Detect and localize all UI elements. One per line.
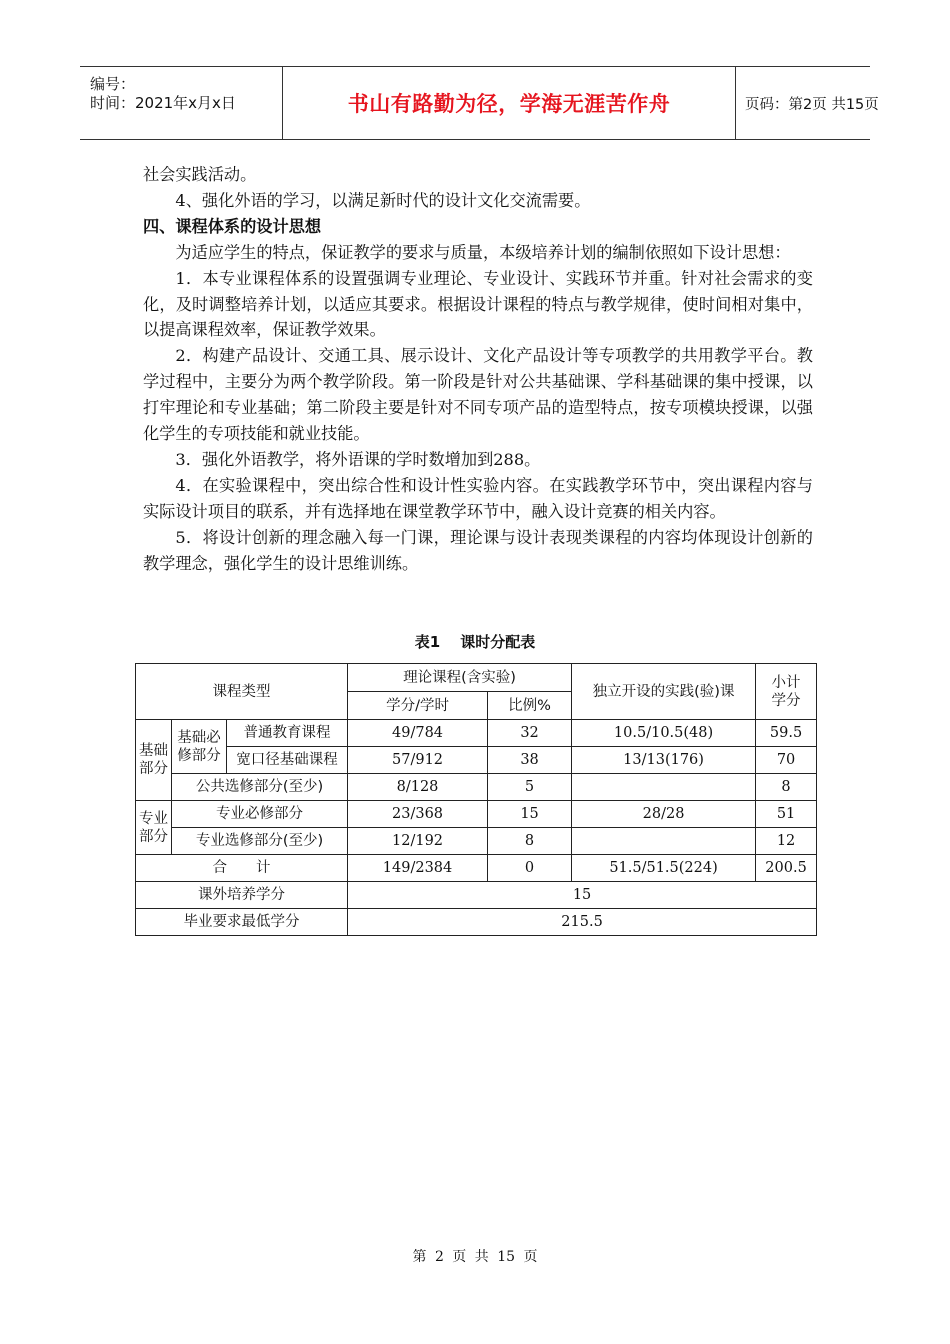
cell-ratio: 15 (488, 801, 572, 828)
list-item: 3．强化外语教学，将外语课的学时数增加到288。 (175, 449, 541, 469)
header-page-info: 页码：第2页 共15页 (745, 96, 879, 113)
extra-credits-value: 15 (348, 882, 817, 909)
date-label: 时间：2021年x月x日 (90, 94, 236, 112)
table-total-row (136, 855, 817, 882)
header-meta (80, 67, 282, 139)
cell-ratio: 8 (488, 828, 572, 855)
cell-subtotal: 12 (756, 828, 817, 855)
header-theory: 理论课程(含实验) (348, 664, 572, 692)
cell-theory: 8/128 (348, 774, 488, 801)
row-name: 公共选修部分(至少) (172, 774, 348, 801)
credit-allocation-table (135, 663, 817, 936)
page-footer: 第 2 页 共 15 页 (412, 1249, 538, 1265)
cell-ratio: 32 (488, 720, 572, 747)
table-row (136, 828, 817, 855)
cell-ratio: 38 (488, 747, 572, 774)
cell-practice: 10.5/10.5(48) (572, 720, 756, 747)
paragraph: 4、强化外语的学习，以满足新时代的设计文化交流需要。 (175, 190, 591, 210)
header-credit-hours: 学分/学时 (348, 692, 488, 720)
total-ratio: 0 (488, 855, 572, 882)
table-row (136, 720, 817, 747)
extra-credits-label: 课外培养学分 (136, 882, 348, 909)
table-row (136, 801, 817, 828)
cell-subtotal: 70 (756, 747, 817, 774)
page-header (80, 66, 879, 140)
table-row (136, 747, 817, 774)
list-item: 5．将设计创新的理念融入每一门课，理论课与设计表现类课程的内容均体现设计创新的教学理念，强化学生的设计思维训练。 (143, 527, 813, 573)
group-basic: 基础部分 (136, 720, 172, 801)
cell-practice: 13/13(176) (572, 747, 756, 774)
table-min-row (136, 909, 817, 936)
cell-theory: 23/368 (348, 801, 488, 828)
table-caption-title: 课时分配表 (460, 633, 536, 651)
table-caption-number: 表1 (414, 633, 441, 651)
header-practice: 独立开设的实践(验)课 (572, 664, 756, 720)
list-item: 2．构建产品设计、交通工具、展示设计、文化产品设计等专项教学的共用教学平台。教学过程中，主要分为两个教学阶段。第一阶段是针对公共基础课、学科基础课的集中授课，以打牢理论和专业基础；第二阶段主要是针对不同专项产品的造型特点，按专项模块授课，以强化学生的专项技能和就业技能。 (143, 346, 813, 444)
paragraph: 为适应学生的特点，保证教学的要求与质量，本级培养计划的编制依照如下设计思想： (175, 242, 791, 262)
total-subtotal: 200.5 (756, 855, 817, 882)
table-header-row (136, 664, 817, 692)
header-subtotal: 小计学分 (756, 664, 817, 720)
document-body (143, 162, 813, 577)
header-course-type: 课程类型 (136, 664, 348, 720)
header-motto: 书山有路勤为径，学海无涯苦作舟 (282, 67, 736, 139)
row-name: 专业必修部分 (172, 801, 348, 828)
header-ratio: 比例% (488, 692, 572, 720)
cell-ratio: 5 (488, 774, 572, 801)
cell-theory: 49/784 (348, 720, 488, 747)
group-major: 专业部分 (136, 801, 172, 855)
min-credits-value: 215.5 (348, 909, 817, 936)
paragraph: 社会实践活动。 (143, 165, 257, 184)
cell-theory: 12/192 (348, 828, 488, 855)
list-item: 1．本专业课程体系的设置强调专业理论、专业设计、实践环节并重。针对社会需求的变化，及时调整培养计划，以适应其要求。根据设计课程的特点与教学规律，使时间相对集中，以提高课程效率，保证教学效果。 (143, 268, 813, 340)
table-caption (0, 631, 950, 652)
cell-practice (572, 828, 756, 855)
section-title: 四、课程体系的设计思想 (143, 216, 322, 236)
row-name: 普通教育课程 (227, 720, 348, 747)
cell-subtotal: 8 (756, 774, 817, 801)
cell-subtotal: 59.5 (756, 720, 817, 747)
group-basic-required: 基础必修部分 (172, 720, 227, 774)
table-row (136, 774, 817, 801)
cell-theory: 57/912 (348, 747, 488, 774)
total-theory: 149/2384 (348, 855, 488, 882)
table-extra-row (136, 882, 817, 909)
row-name: 专业选修部分(至少) (172, 828, 348, 855)
number-label: 编号： (90, 75, 136, 93)
cell-practice (572, 774, 756, 801)
min-credits-label: 毕业要求最低学分 (136, 909, 348, 936)
total-practice: 51.5/51.5(224) (572, 855, 756, 882)
row-name: 宽口径基础课程 (227, 747, 348, 774)
cell-subtotal: 51 (756, 801, 817, 828)
list-item: 4．在实验课程中，突出综合性和设计性实验内容。在实践教学环节中，突出课程内容与实际设计项目的联系，并有选择地在课堂教学环节中，融入设计竞赛的相关内容。 (143, 475, 813, 521)
total-label: 合 计 (136, 855, 348, 882)
cell-practice: 28/28 (572, 801, 756, 828)
